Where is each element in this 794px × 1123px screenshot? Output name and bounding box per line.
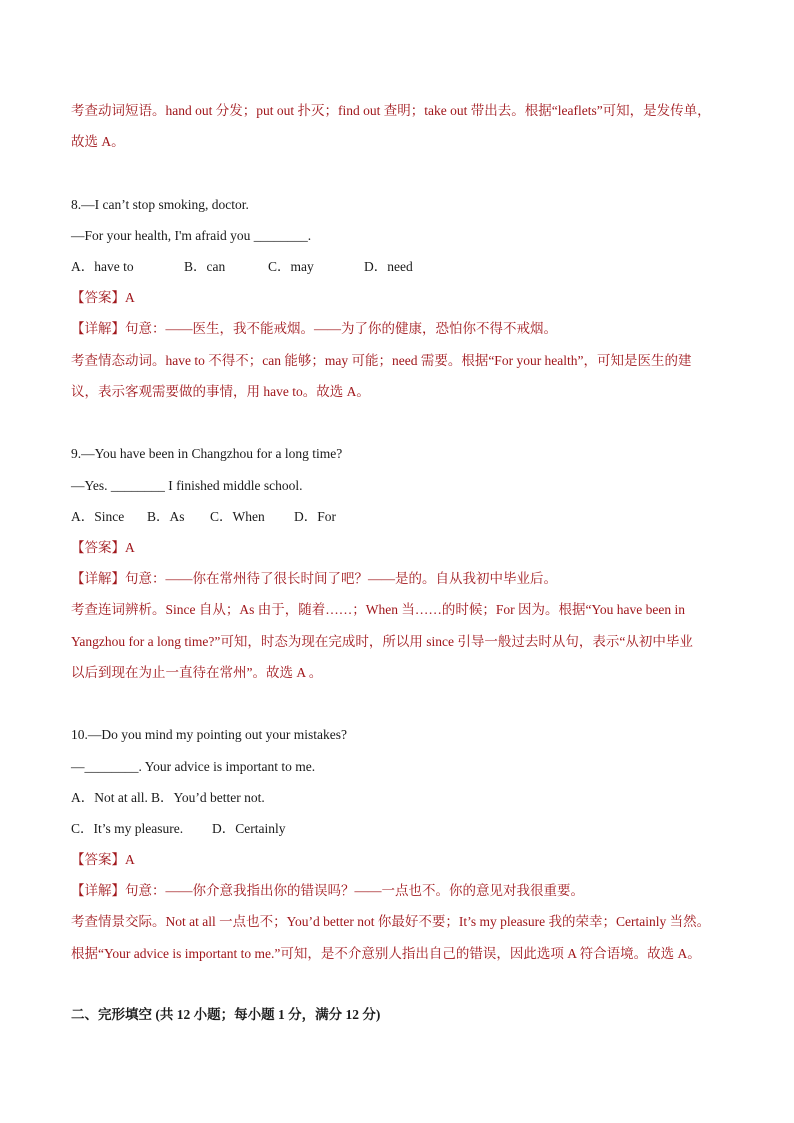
question-8-options	[71, 258, 413, 276]
detail-line: 【详解】句意：——你介意我指出你的错误吗？——一点也不。你的意见对我很重要。	[71, 883, 584, 898]
question-9-stem: 9.—You have been in Changzhou for a long time?	[71, 446, 343, 461]
explanation-line: 故选 A。	[71, 134, 125, 149]
option-c: C．It’s my pleasure.	[71, 821, 184, 836]
answer-label: 【答案】A	[71, 290, 135, 305]
explanation-line: 根据“Your advice is important to me.”可知，是不介意别人指出自己的错误，因此选项 A 符合语境。故选 A。	[71, 946, 701, 961]
question-10-reply: —________. Your advice is important to me.	[71, 759, 316, 774]
detail-line: 【详解】句意：——你在常州待了很长时间了吧？——是的。自从我初中毕业后。	[71, 571, 557, 586]
option-b: B．As	[147, 509, 185, 524]
option-c: C．When	[210, 509, 265, 524]
explanation-line: 考查动词短语。hand out 分发；put out 扑灭；find out 查明；take out 带出去。根据“leaflets”可知，是发传单，	[71, 103, 711, 118]
option-a: A．have to	[71, 259, 134, 274]
explanation-line: 考查情景交际。Not at all 一点也不；You’d better not 你最好不要；It’s my pleasure 我的荣幸；Certainly 当然。	[71, 914, 711, 929]
answer-label: 【答案】A	[71, 540, 135, 555]
question-8-reply: —For your health, I'm afraid you ________.	[71, 228, 312, 243]
answer-label: 【答案】A	[71, 852, 135, 867]
option-d: D．For	[294, 509, 337, 524]
option-c: C．may	[268, 259, 314, 274]
question-10-options-row1	[71, 789, 265, 807]
explanation-line: 考查情态动词。have to 不得不；can 能够；may 可能；need 需要。根据“For your health”，可知是医生的建	[71, 353, 692, 368]
question-9-options	[71, 508, 336, 526]
option-d: D．Certainly	[212, 821, 286, 836]
question-9-reply: —Yes. ________ I finished middle school.	[71, 478, 303, 493]
option-d: D．need	[364, 259, 413, 274]
detail-line: 【详解】句意：——医生，我不能戒烟。——为了你的健康，恐怕你不得不戒烟。	[71, 321, 557, 336]
explanation-line: 议，表示客观需要做的事情，用 have to。故选 A。	[71, 384, 370, 399]
option-b: B．can	[184, 259, 226, 274]
question-10-options-row2	[71, 820, 286, 838]
explanation-line: Yangzhou for a long time?”可知，时态为现在完成时，所以用 since 引导一般过去时从句，表示“从初中毕业	[71, 634, 693, 649]
question-8-stem: 8.—I can’t stop smoking, doctor.	[71, 197, 249, 212]
explanation-line: 以后到现在为止一直待在常州”。故选 A 。	[71, 665, 323, 680]
option-a: A．Since	[71, 509, 125, 524]
explanation-line: 考查连词辨析。Since 自从；As 由于，随着……；When 当……的时候；For 因为。根据“You have been in	[71, 602, 685, 617]
section-heading: 二、完形填空 (共 12 小题；每小题 1 分，满分 12 分)	[71, 1007, 381, 1022]
option-a: A．Not at all.	[71, 790, 148, 805]
option-b: B．You’d better not.	[151, 790, 265, 805]
question-10-stem: 10.—Do you mind my pointing out your mistakes?	[71, 727, 347, 742]
